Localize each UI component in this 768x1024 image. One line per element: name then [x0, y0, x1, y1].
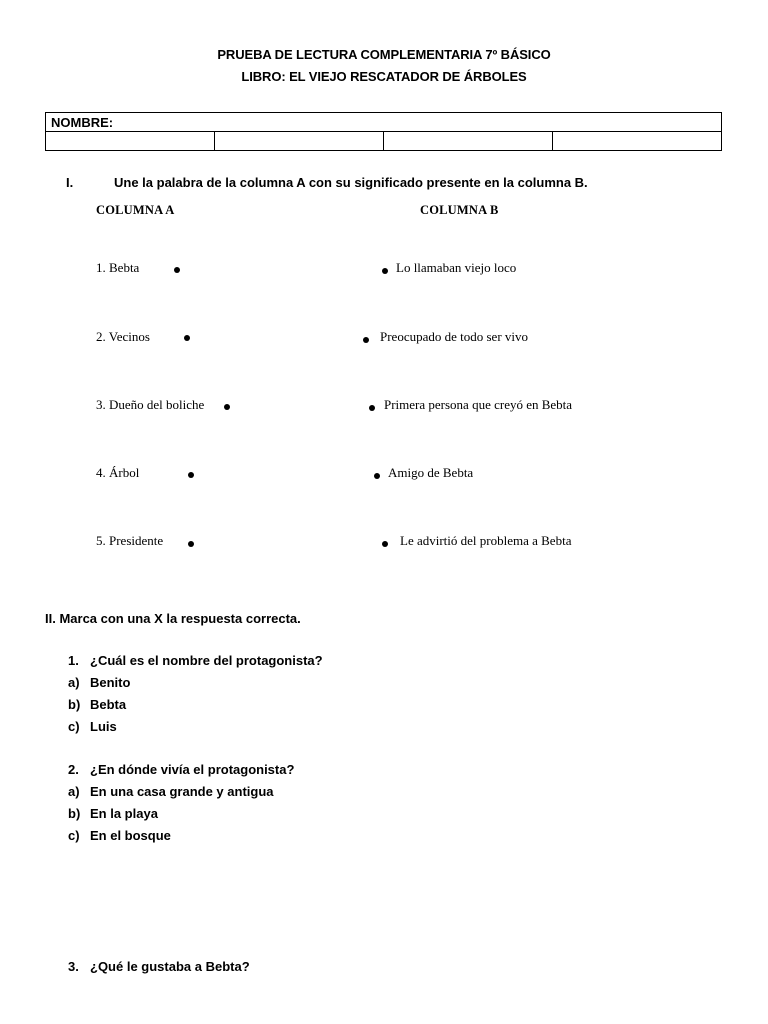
column-b-item: Lo llamaban viejo loco [396, 260, 517, 275]
question-text: ¿Qué le gustaba a Bebta? [90, 959, 250, 974]
column-a-header: COLUMNA A [96, 203, 175, 217]
bullet-dot-icon[interactable] [374, 473, 380, 479]
column-a-item: 4. Árbol [96, 465, 140, 480]
option-text: Benito [90, 675, 131, 690]
test-title: PRUEBA DE LECTURA COMPLEMENTARIA 7º BÁSICO [217, 47, 551, 62]
question-text: ¿En dónde vivía el protagonista? [90, 762, 295, 777]
blank-cell[interactable] [384, 132, 553, 151]
blank-cell[interactable] [215, 132, 384, 151]
option-marker: b) [68, 697, 81, 712]
option-text: Luis [90, 719, 117, 734]
question-number: 2. [68, 762, 79, 777]
section1-number: I. [66, 175, 74, 190]
bullet-dot-icon[interactable] [363, 337, 369, 343]
bullet-dot-icon[interactable] [382, 541, 388, 547]
option-marker: c) [68, 719, 80, 734]
option-marker: a) [68, 784, 80, 799]
option-text: Bebta [90, 697, 127, 712]
bullet-dot-icon[interactable] [224, 404, 230, 410]
bullet-dot-icon[interactable] [184, 335, 190, 341]
bullet-dot-icon[interactable] [188, 541, 194, 547]
section2-title: II. Marca con una X la respuesta correcta. [45, 611, 301, 626]
option-text: En el bosque [90, 828, 171, 843]
bullet-dot-icon[interactable] [188, 472, 194, 478]
option-marker: b) [68, 806, 81, 821]
column-b-item: Preocupado de todo ser vivo [380, 329, 529, 344]
bullet-dot-icon[interactable] [174, 267, 180, 273]
option-text: En la playa [90, 806, 158, 821]
bullet-dot-icon[interactable] [382, 268, 388, 274]
column-b-header: COLUMNA B [420, 203, 499, 217]
blank-cell[interactable] [46, 132, 215, 151]
column-b-item: Amigo de Bebta [388, 465, 474, 480]
column-a-item: 5. Presidente [96, 533, 164, 548]
bullet-dot-icon[interactable] [369, 405, 375, 411]
book-title: LIBRO: EL VIEJO RESCATADOR DE ÁRBOLES [241, 69, 527, 84]
column-b-item: Le advirtió del problema a Bebta [400, 533, 572, 548]
section1-instruction: Une la palabra de la columna A con su significado presente en la columna B. [114, 175, 588, 190]
column-a-item: 3. Dueño del boliche [96, 397, 205, 412]
column-a-item: 1. Bebta [96, 260, 140, 275]
student-name-table [45, 112, 722, 151]
blank-cell[interactable] [553, 132, 722, 151]
column-b-item: Primera persona que creyó en Bebta [384, 397, 573, 412]
option-marker: a) [68, 675, 80, 690]
question-number: 1. [68, 653, 79, 668]
option-text: En una casa grande y antigua [90, 784, 274, 799]
column-a-item: 2. Vecinos [96, 329, 150, 344]
name-field[interactable]: NOMBRE: [46, 113, 722, 132]
question-number: 3. [68, 959, 79, 974]
question-text: ¿Cuál es el nombre del protagonista? [90, 653, 323, 668]
option-marker: c) [68, 828, 80, 843]
